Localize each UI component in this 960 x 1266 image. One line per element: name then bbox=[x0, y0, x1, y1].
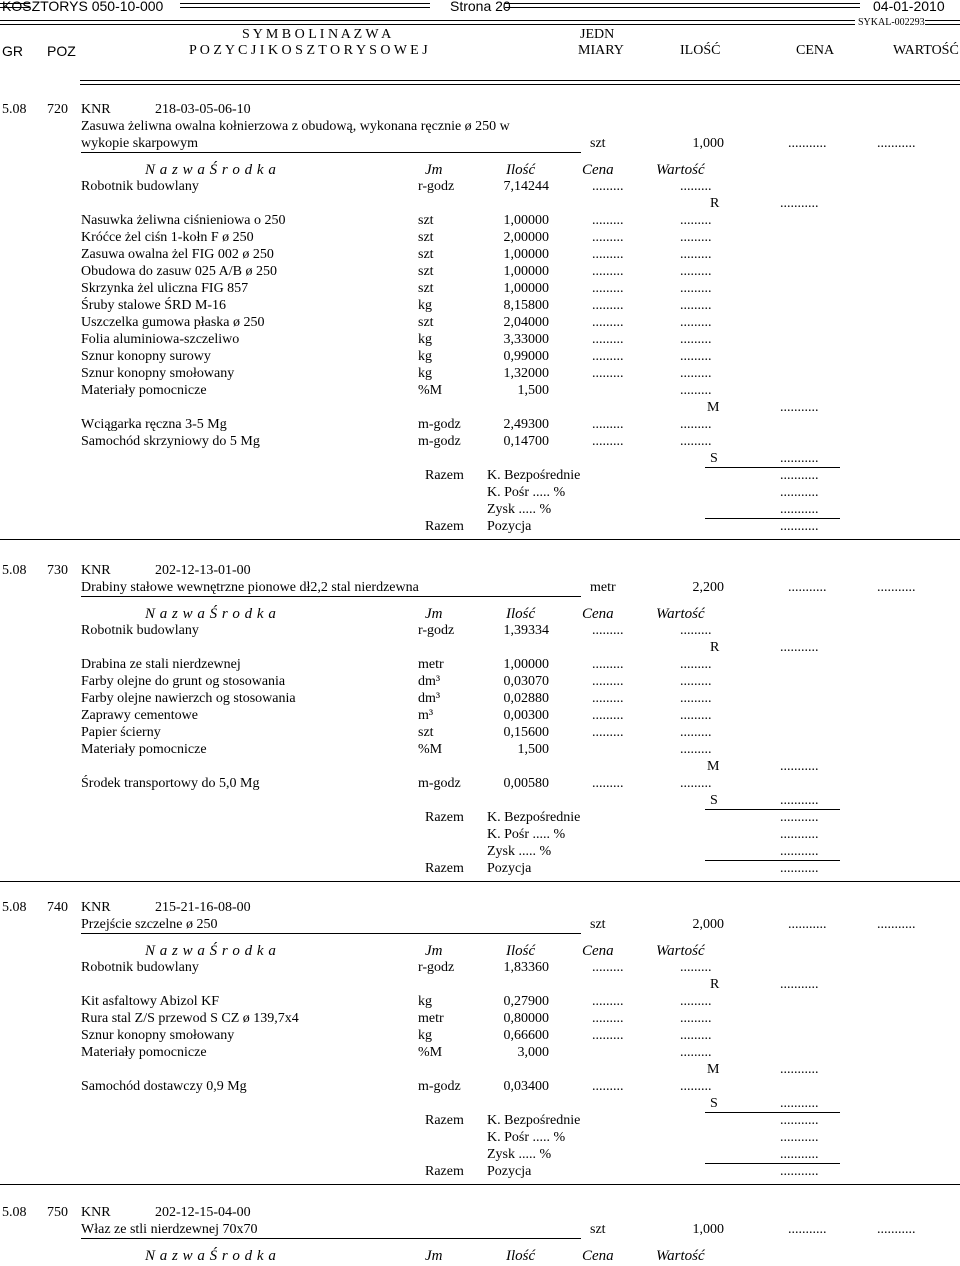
resource-unit: metr bbox=[418, 657, 444, 672]
resource-price: ......... bbox=[592, 657, 624, 672]
marker-R: R bbox=[710, 977, 720, 992]
resource-quantity: 0,66600 bbox=[503, 1028, 549, 1043]
resource-name: Obudowa do zasuw 025 A/B ø 250 bbox=[81, 264, 277, 279]
position-unit: szt bbox=[590, 1222, 606, 1237]
separator-line bbox=[81, 152, 581, 153]
resource-value: ......... bbox=[680, 434, 712, 449]
resource-unit: r-godz bbox=[418, 623, 455, 638]
summary-razem-label: Razem bbox=[425, 1113, 464, 1128]
res-header-name: N a z w a Ś r o d k a bbox=[145, 606, 277, 622]
separator-line bbox=[705, 467, 840, 468]
resource-unit: %M bbox=[418, 383, 443, 398]
resource-unit: kg bbox=[418, 332, 432, 347]
resource-unit: szt bbox=[418, 247, 434, 262]
resource-name: Zasuwa owalna żel FIG 002 ø 250 bbox=[81, 247, 274, 262]
position-value: ........... bbox=[877, 136, 916, 151]
resource-value: ......... bbox=[680, 179, 712, 194]
resource-name: Kit asfaltowy Abizol KF bbox=[81, 994, 220, 1009]
resource-value: ......... bbox=[680, 366, 712, 381]
resource-name: Zaprawy cementowe bbox=[81, 708, 198, 723]
summary-razem-label: Razem bbox=[425, 810, 464, 825]
col-gr-header: GR bbox=[2, 43, 23, 59]
resource-value: ......... bbox=[680, 417, 712, 432]
resource-name: Folia aluminiowa-szczeliwo bbox=[81, 332, 240, 347]
resource-name: Materiały pomocnicze bbox=[81, 383, 207, 398]
resource-name: Sznur konopny smołowany bbox=[81, 1028, 235, 1043]
position-knr: KNR bbox=[81, 900, 111, 915]
position-description: Zasuwa żeliwna owalna kołnierzowa z obudową, wykonana ręcznie ø 250 w bbox=[81, 119, 510, 134]
resource-value: ......... bbox=[680, 230, 712, 245]
resource-name: Materiały pomocnicze bbox=[81, 742, 207, 757]
resource-name: Robotnik budowlany bbox=[81, 960, 199, 975]
resource-name: Uszczelka gumowa płaska ø 250 bbox=[81, 315, 265, 330]
resource-quantity: 3,33000 bbox=[503, 332, 549, 347]
resource-name: Materiały pomocnicze bbox=[81, 1045, 207, 1060]
position-description: Właz ze stli nierdzewnej 70x70 bbox=[81, 1222, 258, 1237]
summary-zysk-label: Zysk ..... % bbox=[487, 1147, 552, 1162]
res-header-wartosc: Wartość bbox=[656, 943, 705, 959]
resource-price: ......... bbox=[592, 213, 624, 228]
summary-zysk-label: Zysk ..... % bbox=[487, 502, 552, 517]
position-unit: metr bbox=[590, 580, 616, 595]
resource-quantity: 0,02880 bbox=[503, 691, 549, 706]
resource-price: ......... bbox=[592, 725, 624, 740]
position-group: 5.08 bbox=[2, 1205, 27, 1220]
res-header-cena: Cena bbox=[582, 606, 614, 622]
resource-quantity: 1,500 bbox=[517, 742, 549, 757]
resource-quantity: 0,27900 bbox=[503, 994, 549, 1009]
summary-razem-label: Razem bbox=[425, 519, 464, 534]
resource-value: ......... bbox=[680, 264, 712, 279]
resource-unit: szt bbox=[418, 264, 434, 279]
position-description-cont: wykopie skarpowym bbox=[81, 136, 199, 151]
position-value: ........... bbox=[877, 917, 916, 932]
separator-line bbox=[0, 539, 960, 540]
separator-line bbox=[705, 1163, 840, 1164]
resource-quantity: 1,00000 bbox=[503, 264, 549, 279]
resource-quantity: 1,00000 bbox=[503, 247, 549, 262]
summary-pozycja-value: ........... bbox=[780, 1164, 819, 1179]
res-header-ilosc: Ilość bbox=[506, 162, 536, 178]
resource-value: ......... bbox=[680, 623, 712, 638]
summary-zysk-label: Zysk ..... % bbox=[487, 844, 552, 859]
resource-quantity: 0,99000 bbox=[503, 349, 549, 364]
resource-price: ......... bbox=[592, 708, 624, 723]
position-value: ........... bbox=[877, 580, 916, 595]
resource-unit: m-godz bbox=[418, 417, 461, 432]
resource-quantity: 0,14700 bbox=[503, 434, 549, 449]
resource-quantity: 0,00580 bbox=[503, 776, 549, 791]
position-quantity: 2,000 bbox=[692, 917, 724, 932]
summary-kposr-label: K. Pośr ..... % bbox=[487, 485, 566, 500]
res-header-ilosc: Ilość bbox=[506, 606, 536, 622]
resource-value: ......... bbox=[680, 725, 712, 740]
res-header-cena: Cena bbox=[582, 162, 614, 178]
res-header-jm: Jm bbox=[425, 1248, 443, 1264]
position-quantity: 1,000 bbox=[692, 136, 724, 151]
col-poz-header: POZ bbox=[47, 43, 76, 59]
resource-value: ......... bbox=[680, 1028, 712, 1043]
resource-name: Farby olejne do grunt og stosowania bbox=[81, 674, 286, 689]
resource-price: ......... bbox=[592, 349, 624, 364]
separator-line bbox=[705, 518, 840, 519]
summary-razem-label: Razem bbox=[425, 1164, 464, 1179]
resource-price: ......... bbox=[592, 281, 624, 296]
subtotal-S: ........... bbox=[780, 1096, 819, 1111]
res-header-ilosc: Ilość bbox=[506, 1248, 536, 1264]
resource-name: Drabina ze stali nierdzewnej bbox=[81, 657, 241, 672]
res-header-name: N a z w a Ś r o d k a bbox=[145, 1248, 277, 1264]
resource-value: ......... bbox=[680, 1011, 712, 1026]
summary-pozycja-label: Pozycja bbox=[487, 1164, 532, 1179]
summary-zysk-value: ........... bbox=[780, 1147, 819, 1162]
position-number: 720 bbox=[47, 102, 68, 117]
resource-price: ......... bbox=[592, 623, 624, 638]
summary-pozycja-label: Pozycja bbox=[487, 519, 532, 534]
subtotal-R: ........... bbox=[780, 640, 819, 655]
resource-quantity: 1,00000 bbox=[503, 213, 549, 228]
resource-unit: szt bbox=[418, 281, 434, 296]
separator-line bbox=[705, 809, 840, 810]
resource-unit: kg bbox=[418, 349, 432, 364]
summary-kposr-value: ........... bbox=[780, 485, 819, 500]
summary-kposr-label: K. Pośr ..... % bbox=[487, 1130, 566, 1145]
position-group: 5.08 bbox=[2, 900, 27, 915]
resource-price: ......... bbox=[592, 298, 624, 313]
res-header-cena: Cena bbox=[582, 943, 614, 959]
separator-line bbox=[705, 860, 840, 861]
resource-value: ......... bbox=[680, 708, 712, 723]
resource-price: ......... bbox=[592, 179, 624, 194]
position-quantity: 2,200 bbox=[692, 580, 724, 595]
position-knr: KNR bbox=[81, 102, 111, 117]
resource-quantity: 0,03070 bbox=[503, 674, 549, 689]
position-unit: szt bbox=[590, 136, 606, 151]
position-price: ........... bbox=[788, 917, 827, 932]
position-description: Drabiny stałowe wewnętrzne pionowe dł2,2 stal nierdzewna bbox=[81, 580, 419, 595]
resource-name: Robotnik budowlany bbox=[81, 623, 199, 638]
resource-value: ......... bbox=[680, 742, 712, 757]
resource-price: ......... bbox=[592, 366, 624, 381]
resource-name: Skrzynka żel uliczna FIG 857 bbox=[81, 281, 249, 296]
separator-line bbox=[705, 1112, 840, 1113]
resource-quantity: 0,03400 bbox=[503, 1079, 549, 1094]
resource-unit: szt bbox=[418, 213, 434, 228]
resource-price: ......... bbox=[592, 230, 624, 245]
res-header-wartosc: Wartość bbox=[656, 162, 705, 178]
separator-line bbox=[81, 933, 581, 934]
position-symbol: 202-12-13-01-00 bbox=[155, 563, 251, 578]
resource-price: ......... bbox=[592, 1079, 624, 1094]
resource-quantity: 1,00000 bbox=[503, 657, 549, 672]
position-number: 740 bbox=[47, 900, 68, 915]
resource-quantity: 1,32000 bbox=[503, 366, 549, 381]
resource-unit: szt bbox=[418, 230, 434, 245]
res-header-jm: Jm bbox=[425, 162, 443, 178]
summary-kbezp-value: ........... bbox=[780, 1113, 819, 1128]
resource-unit: %M bbox=[418, 1045, 443, 1060]
summary-pozycja-label: Pozycja bbox=[487, 861, 532, 876]
resource-name: Wciągarka ręczna 3-5 Mg bbox=[81, 417, 227, 432]
summary-kposr-value: ........... bbox=[780, 1130, 819, 1145]
resource-value: ......... bbox=[680, 315, 712, 330]
position-price: ........... bbox=[788, 580, 827, 595]
marker-M: M bbox=[707, 400, 720, 415]
position-symbol: 215-21-16-08-00 bbox=[155, 900, 251, 915]
summary-razem-label: Razem bbox=[425, 861, 464, 876]
summary-kbezp-value: ........... bbox=[780, 468, 819, 483]
position-group: 5.08 bbox=[2, 563, 27, 578]
subtotal-M: ........... bbox=[780, 1062, 819, 1077]
position-number: 750 bbox=[47, 1205, 68, 1220]
resource-price: ......... bbox=[592, 434, 624, 449]
position-knr: KNR bbox=[81, 1205, 111, 1220]
resource-unit: m-godz bbox=[418, 434, 461, 449]
subtotal-M: ........... bbox=[780, 400, 819, 415]
resource-quantity: 3,000 bbox=[517, 1045, 549, 1060]
res-header-wartosc: Wartość bbox=[656, 606, 705, 622]
res-header-cena: Cena bbox=[582, 1248, 614, 1264]
summary-razem-label: Razem bbox=[425, 468, 464, 483]
resource-value: ......... bbox=[680, 960, 712, 975]
resource-price: ......... bbox=[592, 315, 624, 330]
marker-R: R bbox=[710, 196, 720, 211]
resource-name: Farby olejne nawierzch og stosowania bbox=[81, 691, 296, 706]
resource-name: Rura stal Z/S przewod S CZ ø 139,7x4 bbox=[81, 1011, 299, 1026]
resource-quantity: 2,04000 bbox=[503, 315, 549, 330]
resource-unit: %M bbox=[418, 742, 443, 757]
resource-quantity: 8,15800 bbox=[503, 298, 549, 313]
resource-name: Śruby stalowe ŚRD M-16 bbox=[81, 298, 227, 313]
resource-unit: kg bbox=[418, 994, 432, 1009]
res-header-jm: Jm bbox=[425, 606, 443, 622]
col-jedn-header: JEDN bbox=[580, 27, 615, 42]
position-number: 730 bbox=[47, 563, 68, 578]
res-header-name: N a z w a Ś r o d k a bbox=[145, 162, 277, 178]
resource-value: ......... bbox=[680, 657, 712, 672]
resource-price: ......... bbox=[592, 674, 624, 689]
marker-S: S bbox=[710, 793, 718, 808]
marker-S: S bbox=[710, 451, 718, 466]
res-header-name: N a z w a Ś r o d k a bbox=[145, 943, 277, 959]
resource-unit: szt bbox=[418, 315, 434, 330]
res-header-jm: Jm bbox=[425, 943, 443, 959]
resource-quantity: 1,83360 bbox=[503, 960, 549, 975]
resource-name: Papier ścierny bbox=[81, 725, 161, 740]
resource-unit: m³ bbox=[418, 708, 434, 723]
summary-kposr-label: K. Pośr ..... % bbox=[487, 827, 566, 842]
resource-unit: metr bbox=[418, 1011, 444, 1026]
summary-kbezp-label: K. Bezpośrednie bbox=[487, 810, 581, 825]
resource-unit: m-godz bbox=[418, 1079, 461, 1094]
position-unit: szt bbox=[590, 917, 606, 932]
resource-value: ......... bbox=[680, 247, 712, 262]
resource-quantity: 2,49300 bbox=[503, 417, 549, 432]
col-cena-header: CENA bbox=[796, 43, 835, 58]
position-description: Przejście szczelne ø 250 bbox=[81, 917, 218, 932]
resource-unit: m-godz bbox=[418, 776, 461, 791]
subtotal-S: ........... bbox=[780, 793, 819, 808]
resource-unit: kg bbox=[418, 366, 432, 381]
resource-unit: dm³ bbox=[418, 674, 441, 689]
col-wartosc-header: WARTOŚĆ bbox=[893, 43, 959, 58]
resource-value: ......... bbox=[680, 213, 712, 228]
summary-zysk-value: ........... bbox=[780, 502, 819, 517]
resource-name: Samochód dostawczy 0,9 Mg bbox=[81, 1079, 247, 1094]
summary-kposr-value: ........... bbox=[780, 827, 819, 842]
resource-name: Króćce żel ciśn 1-kołn F ø 250 bbox=[81, 230, 254, 245]
resource-price: ......... bbox=[592, 264, 624, 279]
resource-quantity: 7,14244 bbox=[503, 179, 549, 194]
separator-line bbox=[81, 1238, 581, 1239]
resource-price: ......... bbox=[592, 1028, 624, 1043]
resource-quantity: 1,39334 bbox=[503, 623, 549, 638]
col-miary-header: MIARY bbox=[578, 43, 624, 58]
separator-line bbox=[0, 881, 960, 882]
summary-kbezp-label: K. Bezpośrednie bbox=[487, 1113, 581, 1128]
resource-value: ......... bbox=[680, 281, 712, 296]
position-group: 5.08 bbox=[2, 102, 27, 117]
resource-value: ......... bbox=[680, 298, 712, 313]
marker-S: S bbox=[710, 1096, 718, 1111]
col-ilosc-header: ILOŚĆ bbox=[680, 43, 721, 58]
resource-price: ......... bbox=[592, 960, 624, 975]
summary-kbezp-value: ........... bbox=[780, 810, 819, 825]
summary-pozycja-value: ........... bbox=[780, 519, 819, 534]
position-value: ........... bbox=[877, 1222, 916, 1237]
subtotal-M: ........... bbox=[780, 759, 819, 774]
resource-quantity: 0,80000 bbox=[503, 1011, 549, 1026]
resource-quantity: 1,00000 bbox=[503, 281, 549, 296]
resource-value: ......... bbox=[680, 349, 712, 364]
summary-kbezp-label: K. Bezpośrednie bbox=[487, 468, 581, 483]
separator-line bbox=[0, 1184, 960, 1185]
resource-price: ......... bbox=[592, 994, 624, 1009]
resource-value: ......... bbox=[680, 674, 712, 689]
resource-quantity: 0,00300 bbox=[503, 708, 549, 723]
subtotal-R: ........... bbox=[780, 977, 819, 992]
res-header-wartosc: Wartość bbox=[656, 1248, 705, 1264]
resource-unit: szt bbox=[418, 725, 434, 740]
resource-price: ......... bbox=[592, 332, 624, 347]
document-date: 04-01-2010 bbox=[873, 0, 945, 14]
resource-value: ......... bbox=[680, 691, 712, 706]
position-price: ........... bbox=[788, 136, 827, 151]
document-code: SYKAL-002293 bbox=[858, 17, 925, 28]
resource-value: ......... bbox=[680, 776, 712, 791]
position-symbol: 202-12-15-04-00 bbox=[155, 1205, 251, 1220]
resource-name: Sznur konopny smołowany bbox=[81, 366, 235, 381]
resource-price: ......... bbox=[592, 247, 624, 262]
resource-name: Robotnik budowlany bbox=[81, 179, 199, 194]
resource-unit: r-godz bbox=[418, 960, 455, 975]
document-title: KOSZTORYS 050-10-000 bbox=[2, 0, 164, 14]
resource-unit: kg bbox=[418, 298, 432, 313]
col-pozycji-header: P O Z Y C J I K O S Z T O R Y S O W E J bbox=[189, 43, 428, 58]
resource-name: Sznur konopny surowy bbox=[81, 349, 211, 364]
resource-value: ......... bbox=[680, 332, 712, 347]
resource-name: Nasuwka żeliwna ciśnieniowa o 250 bbox=[81, 213, 286, 228]
resource-quantity: 0,15600 bbox=[503, 725, 549, 740]
resource-value: ......... bbox=[680, 1079, 712, 1094]
position-quantity: 1,000 bbox=[692, 1222, 724, 1237]
resource-value: ......... bbox=[680, 994, 712, 1009]
marker-R: R bbox=[710, 640, 720, 655]
position-symbol: 218-03-05-06-10 bbox=[155, 102, 251, 117]
resource-value: ......... bbox=[680, 1045, 712, 1060]
page-number: Strona 20 bbox=[450, 0, 511, 14]
resource-quantity: 1,500 bbox=[517, 383, 549, 398]
position-knr: KNR bbox=[81, 563, 111, 578]
summary-pozycja-value: ........... bbox=[780, 861, 819, 876]
resource-unit: r-godz bbox=[418, 179, 455, 194]
resource-unit: dm³ bbox=[418, 691, 441, 706]
col-symbol-header: S Y M B O L I N A Z W A bbox=[242, 27, 392, 42]
resource-value: ......... bbox=[680, 383, 712, 398]
resource-quantity: 2,00000 bbox=[503, 230, 549, 245]
resource-price: ......... bbox=[592, 1011, 624, 1026]
separator-line bbox=[81, 596, 581, 597]
position-price: ........... bbox=[788, 1222, 827, 1237]
subtotal-R: ........... bbox=[780, 196, 819, 211]
resource-price: ......... bbox=[592, 417, 624, 432]
marker-M: M bbox=[707, 1062, 720, 1077]
subtotal-S: ........... bbox=[780, 451, 819, 466]
resource-unit: kg bbox=[418, 1028, 432, 1043]
summary-zysk-value: ........... bbox=[780, 844, 819, 859]
marker-M: M bbox=[707, 759, 720, 774]
resource-price: ......... bbox=[592, 776, 624, 791]
resource-name: Środek transportowy do 5,0 Mg bbox=[81, 776, 260, 791]
resource-name: Samochód skrzyniowy do 5 Mg bbox=[81, 434, 260, 449]
res-header-ilosc: Ilość bbox=[506, 943, 536, 959]
resource-price: ......... bbox=[592, 691, 624, 706]
